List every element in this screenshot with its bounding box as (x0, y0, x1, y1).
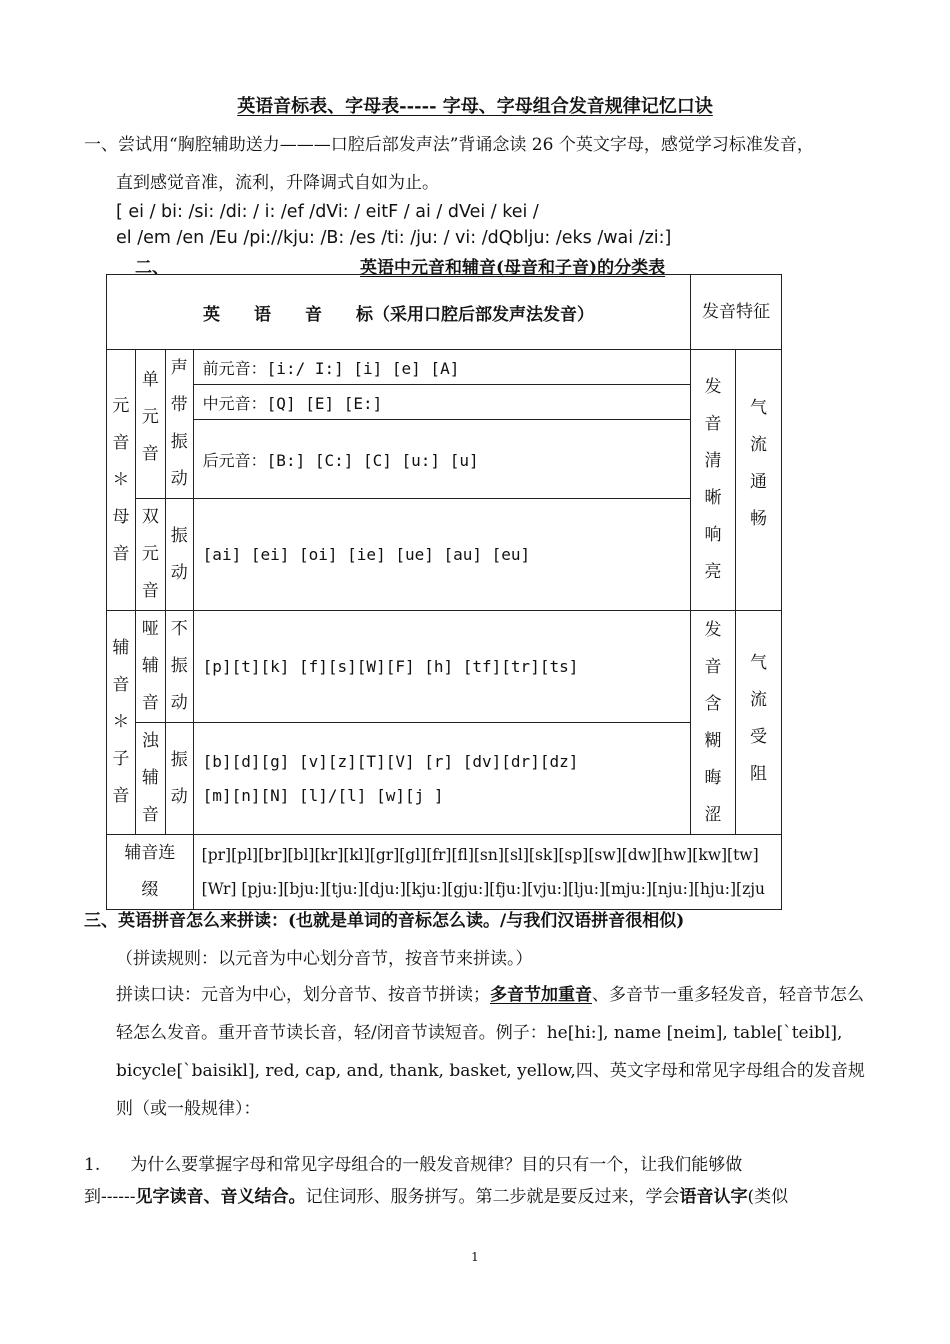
section2-label: 二、 (135, 258, 169, 278)
voiced-list (193, 723, 690, 835)
item1-line2-c: (类似 (747, 1187, 789, 1207)
vowel-feature-airflow: 气 流 通 畅 (735, 350, 781, 611)
item1-line1 (84, 1150, 742, 1175)
phonetic-line-2: el /em /en /Eu /pi://kju: /B: /es /ti: /ju: / vi: /dQblju: /eks /wai /zi:] (116, 228, 672, 248)
document-title: 英语音标表、字母表----- 字母、字母组合发音规律记忆口诀 (237, 96, 713, 117)
voiced-cell: 浊 辅 音 (135, 723, 165, 835)
voiced-list-line2: [m][n][N] [l]/[l] [w][j ] (202, 785, 444, 805)
item1-line2-bold2: 语音认字 (679, 1187, 748, 1207)
section1-line2: 直到感觉音准，流利，升降调式自如为止。 (116, 173, 439, 193)
mono-vowel-cell: 单 元 音 (135, 350, 165, 499)
vowel-feature-clear: 发 音 清 晰 响 亮 (691, 350, 736, 611)
diphthong-vibrate-cell: 振 动 (165, 499, 193, 611)
phonetic-line-1: [ ei / bi: /si: /di: / i: /ef /dVi: / eitF / ai / dVei / kei / (116, 202, 539, 222)
voiceless-cell: 哑 辅 音 (135, 611, 165, 723)
section3-paragraph (116, 976, 876, 1128)
consonant-group-cell: 辅 音 ＊ 子 音 (107, 611, 136, 835)
vocal-vibrate-cell: 声 带 振 动 (165, 350, 193, 499)
section3-para-b: 、多音节一重多轻发音，轻音节怎么轻怎么发音。重开音节读长音，轻/闭音节读短音。例子：he[hi:], name [neim], table[`teibl], bicycle[`baisikl], red, cap, and, thank, basket, yellow,四、英文字母和常见字母组合的发音规则（或一般规律）： (116, 985, 865, 1119)
section1-line1: 一、尝试用“胸腔辅助送力———口腔后部发声法”背诵念读 26 个英文字母，感觉学习标准发音， (84, 135, 814, 155)
diphthong-list: [ai] [ei] [oi] [ie] [ue] [au] [eu] (193, 499, 690, 611)
page-number: 1 (471, 1250, 479, 1264)
section3-title: 三、英语拼音怎么来拼读：(也就是单词的音标怎么读。/与我们汉语拼音很相似) (84, 911, 685, 931)
table-header-main: 英 语 音 标（采用口腔后部发声法发音） (107, 275, 691, 350)
cluster-label-cell: 辅音连缀 (107, 835, 194, 910)
cluster-list (193, 835, 781, 910)
voiced-list-line1: [b][d][g] [v][z][T][V] [r] [dv][dr][dz] (202, 751, 579, 771)
item1-line2-b: 记住词形、服务拼写。第二步就是要反过来，学会 (305, 1187, 680, 1207)
no-vibrate-cell: 不 振 动 (165, 611, 193, 723)
consonant-feature-vague: 发 音 含 糊 晦 涩 (691, 611, 736, 835)
item1-line2-bold: 见字读音、音义结合。 (135, 1187, 306, 1207)
cluster-line1: [pr][pl][br][bl][kr][kl][gr][gl][fr][fl][sn][sl][sk][sp][sw][dw][hw][kw][tw] (201, 846, 759, 864)
front-vowels: 前元音：[i:/ I:] [i] [e] [A] (193, 350, 690, 385)
item1-line2-a: 到------ (84, 1187, 136, 1207)
item1-number: 1. (84, 1155, 101, 1175)
consonant-feature-airflow: 气 流 受 阻 (735, 611, 781, 835)
section3-para-emphasis: 多音节加重音 (490, 985, 592, 1005)
back-vowels: 后元音：[B:] [C:] [C] [u:] [u] (193, 420, 690, 499)
section3-rule: （拼读规则：以元音为中心划分音节，按音节来拼读。） (116, 949, 533, 969)
item1-text-line1: 为什么要掌握字母和常见字母组合的一般发音规律？目的只有一个，让我们能够做 (130, 1155, 743, 1175)
voiced-vibrate-cell: 振 动 (165, 723, 193, 835)
item1-line2 (84, 1182, 788, 1207)
vowel-group-cell: 元 音 ＊ 母 音 (107, 350, 136, 611)
cluster-line2: [Wr] [pju:][bju:][tju:][dju:][kju:][gju:][fju:][vju:][lju:][mju:][nju:][hju:][zju (201, 880, 766, 898)
phoneme-classification-table (106, 274, 782, 910)
section3-para-a: 拼读口诀：元音为中心，划分音节、按音节拼读； (116, 985, 490, 1005)
table-header-feature: 发音特征 (691, 275, 782, 350)
central-vowels: 中元音：[Q] [E] [E:] (193, 385, 690, 420)
section2-title: 英语中元音和辅音(母音和子音)的分类表 (360, 258, 666, 278)
voiceless-list: [p][t][k] [f][s][W][F] [h] [tf][tr][ts] (193, 611, 690, 723)
diphthong-cell: 双 元 音 (135, 499, 165, 611)
